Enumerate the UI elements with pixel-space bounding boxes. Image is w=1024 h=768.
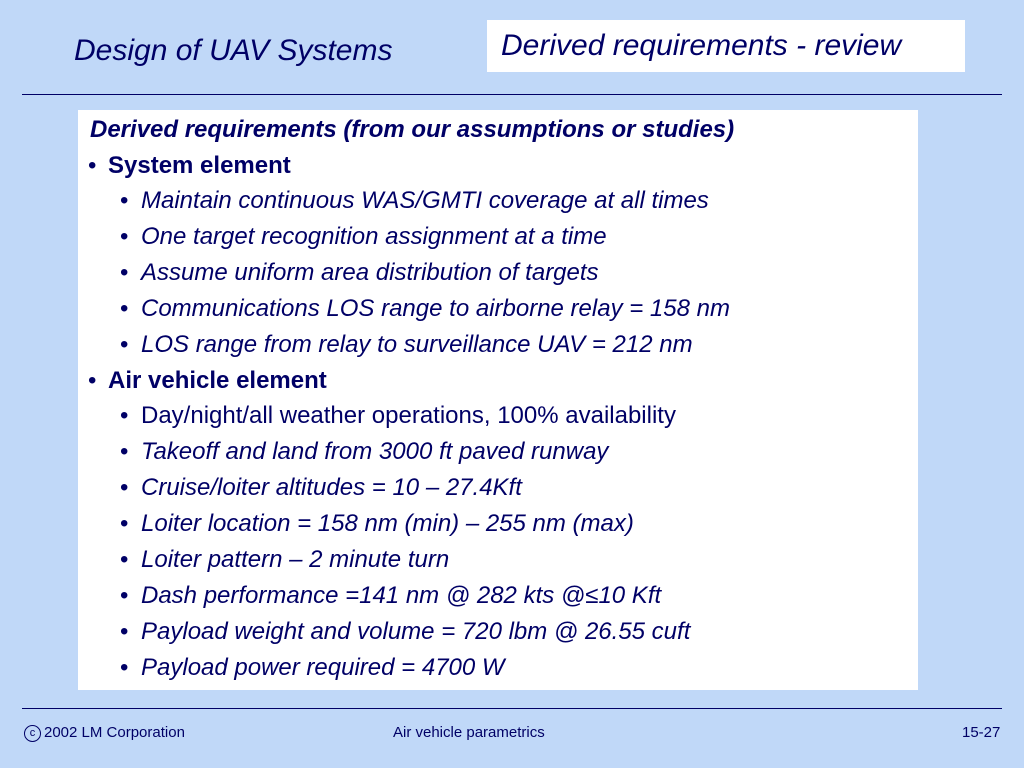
list-item [120,186,709,216]
list-item-text: Loiter location = 158 nm (min) – 255 nm (max) [141,510,634,537]
copyright-text: 2002 LM Corporation [44,724,185,741]
bullet-icon: • [120,474,129,501]
bullet-icon: • [120,402,129,429]
list-item-text: Payload weight and volume = 720 lbm @ 26.55 cuft [141,618,691,645]
list-item-text: Assume uniform area distribution of targets [141,259,599,286]
bullet-icon: • [120,187,129,214]
list-item [120,401,676,431]
bullet-icon: • [88,367,97,394]
list-item-text: One target recognition assignment at a time [141,223,607,250]
list-item-text: Payload power required = 4700 W [141,654,505,681]
bullet-icon: • [120,546,129,573]
list-item-text: Loiter pattern – 2 minute turn [141,546,450,573]
system-element-label: System element [108,152,291,179]
list-item [120,330,693,360]
list-item [120,581,661,611]
bullet-icon: • [88,152,97,179]
footer-copyright [24,724,185,742]
bullet-icon: • [120,618,129,645]
slide-title-box [487,20,965,72]
bullet-icon: • [120,331,129,358]
list-item [120,509,634,539]
footer-section-title: Air vehicle parametrics [393,724,545,741]
list-item-text: Takeoff and land from 3000 ft paved runway [141,438,609,465]
list-item-text: Maintain continuous WAS/GMTI coverage at all times [141,187,709,214]
content-heading: Derived requirements (from our assumptions or studies) [90,116,735,143]
header-divider [22,94,1002,95]
page-number: 15-27 [962,724,1001,741]
footer-divider [22,708,1002,709]
list-item [120,258,599,288]
bullet-icon: • [120,259,129,286]
bullet-icon: • [120,438,129,465]
course-title: Design of UAV Systems [74,34,393,67]
bullet-icon: • [120,223,129,250]
list-item [120,294,730,324]
list-item [120,473,522,503]
bullet-icon: • [120,654,129,681]
bullet-icon: • [120,510,129,537]
content-panel [78,110,918,690]
system-element-bullet [88,151,291,181]
copyright-icon: c [24,725,41,742]
list-item [120,222,607,252]
bullet-icon: • [120,582,129,609]
list-item-text: Communications LOS range to airborne relay = 158 nm [141,295,730,322]
list-item-text: Day/night/all weather operations, 100% availability [141,402,676,429]
air-vehicle-element-label: Air vehicle element [108,367,327,394]
list-item-text: Dash performance =141 nm @ 282 kts @≤10 Kft [141,582,662,609]
slide-title: Derived requirements - review [501,29,902,62]
list-item [120,653,505,683]
air-vehicle-element-bullet [88,366,327,396]
list-item [120,617,690,647]
bullet-icon: • [120,295,129,322]
list-item [120,437,608,467]
list-item [120,545,449,575]
list-item-text: LOS range from relay to surveillance UAV = 212 nm [141,331,693,358]
list-item-text: Cruise/loiter altitudes = 10 – 27.4Kft [141,474,522,501]
